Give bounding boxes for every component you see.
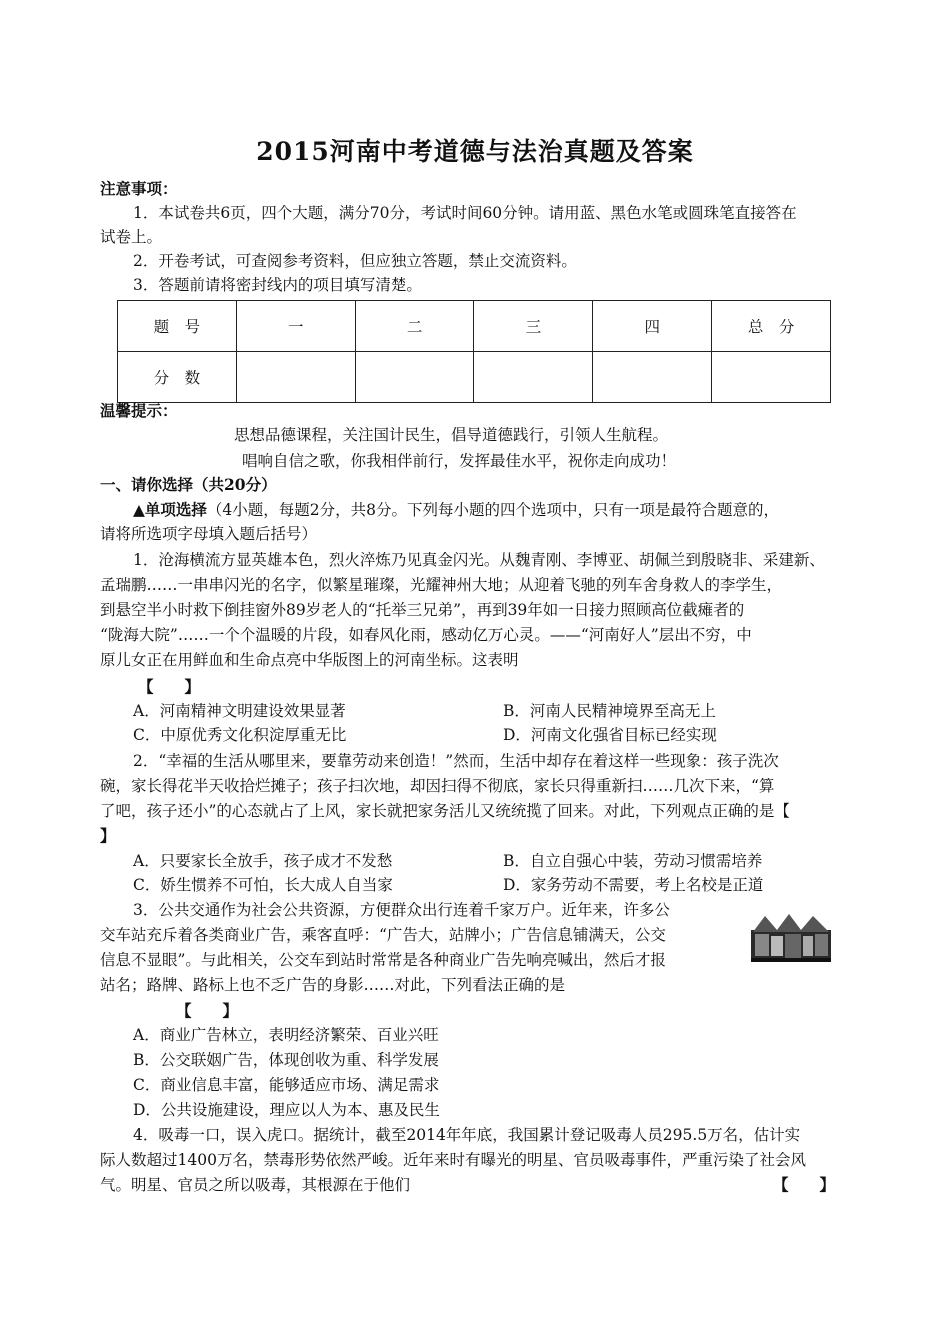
- score-input-cell[interactable]: [712, 352, 831, 403]
- bus-stop-ads-image: [751, 912, 831, 962]
- q2-option-c[interactable]: C．娇生惯养不可怕，长大成人自当家: [133, 876, 393, 894]
- notice-item-3: 3．答题前请将密封线内的项目填写清楚。: [133, 276, 422, 294]
- score-input-cell[interactable]: [593, 352, 712, 403]
- score-input-cell[interactable]: [474, 352, 593, 403]
- image-roof: [753, 914, 829, 932]
- score-table-header-row: [118, 301, 831, 352]
- q1-option-c[interactable]: C．中原优秀文化积淀厚重无比: [133, 726, 347, 744]
- ad-panel: [803, 936, 813, 956]
- single-choice-label: ▲单项选择: [133, 500, 207, 519]
- notice-item-1-cont: 试卷上。: [100, 228, 163, 246]
- q2-option-a[interactable]: A．只要家长全放手，孩子成才不发愁: [133, 852, 393, 870]
- q2-answer-bracket[interactable]: 】: [100, 826, 116, 845]
- q1-answer-bracket[interactable]: 【 】: [138, 677, 201, 696]
- q2-text-line: 碗，家长得花半天收拾烂摊子；孩子扫次地，却因扫得不彻底，家长只得重新扫……几次下来，“算: [100, 777, 775, 795]
- q1-text-line: 到悬空半小时救下倒挂窗外89岁老人的“托举三兄弟”，再到39年如一日接力照顾高位截瘫者的: [100, 601, 745, 619]
- q1-option-d[interactable]: D．河南文化强省目标已经实现: [503, 726, 717, 744]
- ad-panel: [755, 934, 769, 956]
- section-instructions: [133, 499, 779, 521]
- score-header-cell: 一: [236, 301, 355, 352]
- ad-panel: [815, 934, 828, 956]
- tips-heading: 温馨提示：: [100, 401, 178, 420]
- q1-option-b[interactable]: B．河南人民精神境界至高无上: [503, 702, 716, 720]
- q3-text-line: 3．公共交通作为社会公共资源，方便群众出行连着千家万户。近年来，许多公: [133, 901, 670, 919]
- score-header-cell: 四: [593, 301, 712, 352]
- score-header-cell: 二: [355, 301, 474, 352]
- q3-answer-bracket[interactable]: 【 】: [176, 1001, 239, 1020]
- q1-text-line: 孟瑞鹏……一串串闪光的名字，似繁星璀璨，光耀神州大地；从迎着飞驰的列车舍身救人的李学生，: [100, 576, 783, 594]
- score-table: [117, 300, 831, 403]
- q4-text-line: 4．吸毒一口，误入虎口。据统计，截至2014年年底，我国累计登记吸毒人员295.5万名，估计实: [133, 1126, 801, 1144]
- tips-line-1: 思想品德课程，关注国计民生，倡导道德践行，引领人生航程。: [234, 426, 669, 444]
- q3-text-line: 交车站充斥着各类商业广告，乘客直呼：“广告大，站牌小；广告信息铺满天，公交: [100, 926, 666, 944]
- q3-text-line: 站名；路牌、路标上也不乏广告的身影……对此，下列看法正确的是: [100, 976, 566, 994]
- q2-text-line: 了吧，孩子还小”的心态就占了上风，家长就把家务活儿又统统揽了回来。对此，下列观点正确的是【: [100, 802, 790, 820]
- notice-item-1: 1．本试卷共6页，四个大题，满分70分，考试时间60分钟。请用蓝、黑色水笔或圆珠笔直接答在: [133, 204, 797, 222]
- section-heading: 一、请你选择（共20分）: [100, 475, 277, 494]
- notice-heading: 注意事项：: [100, 179, 178, 198]
- ad-panel: [771, 936, 783, 956]
- score-header-cell: 三: [474, 301, 593, 352]
- notice-item-2: 2．开卷考试，可查阅参考资料，但应独立答题，禁止交流资料。: [133, 252, 577, 270]
- q4-answer-bracket[interactable]: 【 】: [773, 1175, 836, 1194]
- q1-text-line: “陇海大院”……一个个温暖的片段，如春风化雨，感动亿万心灵。——“河南好人”层出不穷，中: [100, 626, 752, 644]
- score-header-cell: 题 号: [118, 301, 237, 352]
- q2-option-d[interactable]: D．家务劳动不需要，考上名校是正道: [503, 876, 764, 894]
- score-table-score-row: [118, 352, 831, 403]
- q1-option-a[interactable]: A．河南精神文明建设效果显著: [133, 702, 346, 720]
- page-title: 2015河南中考道德与法治真题及答案: [256, 137, 694, 166]
- q4-text-line: 气。明星、官员之所以吸毒，其根源在于他们: [100, 1176, 411, 1194]
- q2-option-b[interactable]: B．自立自强心中装，劳动习惯需培养: [503, 852, 763, 870]
- section-instructions-cont: 请将所选项字母填入题后括号）: [100, 525, 318, 543]
- q2-text-line: 2．“幸福的生活从哪里来，要靠劳动来创造！”然而，生活中却存在着这样一些现象：孩子洗次: [133, 752, 779, 770]
- q1-text-line: 原儿女正在用鲜血和生命点亮中华版图上的河南坐标。这表明: [100, 651, 519, 669]
- score-row-label: 分 数: [118, 352, 237, 403]
- q3-option-d[interactable]: D．公共设施建设，理应以人为本、惠及民生: [133, 1101, 440, 1119]
- tips-line-2: 唱响自信之歌，你我相伴前行，发挥最佳水平，祝你走向成功！: [242, 452, 677, 470]
- q3-text-line: 信息不显眼”。与此相关，公交车到站时常常是各种商业广告先响亮喊出，然后才报: [100, 951, 666, 969]
- score-input-cell[interactable]: [236, 352, 355, 403]
- q3-option-b[interactable]: B．公交联姻广告，体现创收为重、科学发展: [133, 1051, 439, 1069]
- score-header-cell: 总 分: [712, 301, 831, 352]
- q3-option-c[interactable]: C．商业信息丰富，能够适应市场、满足需求: [133, 1076, 440, 1094]
- ad-panel: [785, 934, 801, 958]
- q3-option-a[interactable]: A．商业广告林立，表明经济繁荣、百业兴旺: [133, 1026, 439, 1044]
- image-ground: [751, 958, 831, 962]
- score-input-cell[interactable]: [355, 352, 474, 403]
- q4-text-line: 际人数超过1400万名，禁毒形势依然严峻。近年来时有曝光的明星、官员吸毒事件，严重污染了社会风: [100, 1151, 806, 1169]
- q1-text-line: 1．沧海横流方显英雄本色，烈火淬炼乃见真金闪光。从魏青刚、李博亚、胡佩兰到殷晓非、采建新、: [133, 551, 825, 569]
- single-choice-desc: （4小题，每题2分，共8分。下列每小题的四个选项中，只有一项是最符合题意的，: [206, 501, 780, 519]
